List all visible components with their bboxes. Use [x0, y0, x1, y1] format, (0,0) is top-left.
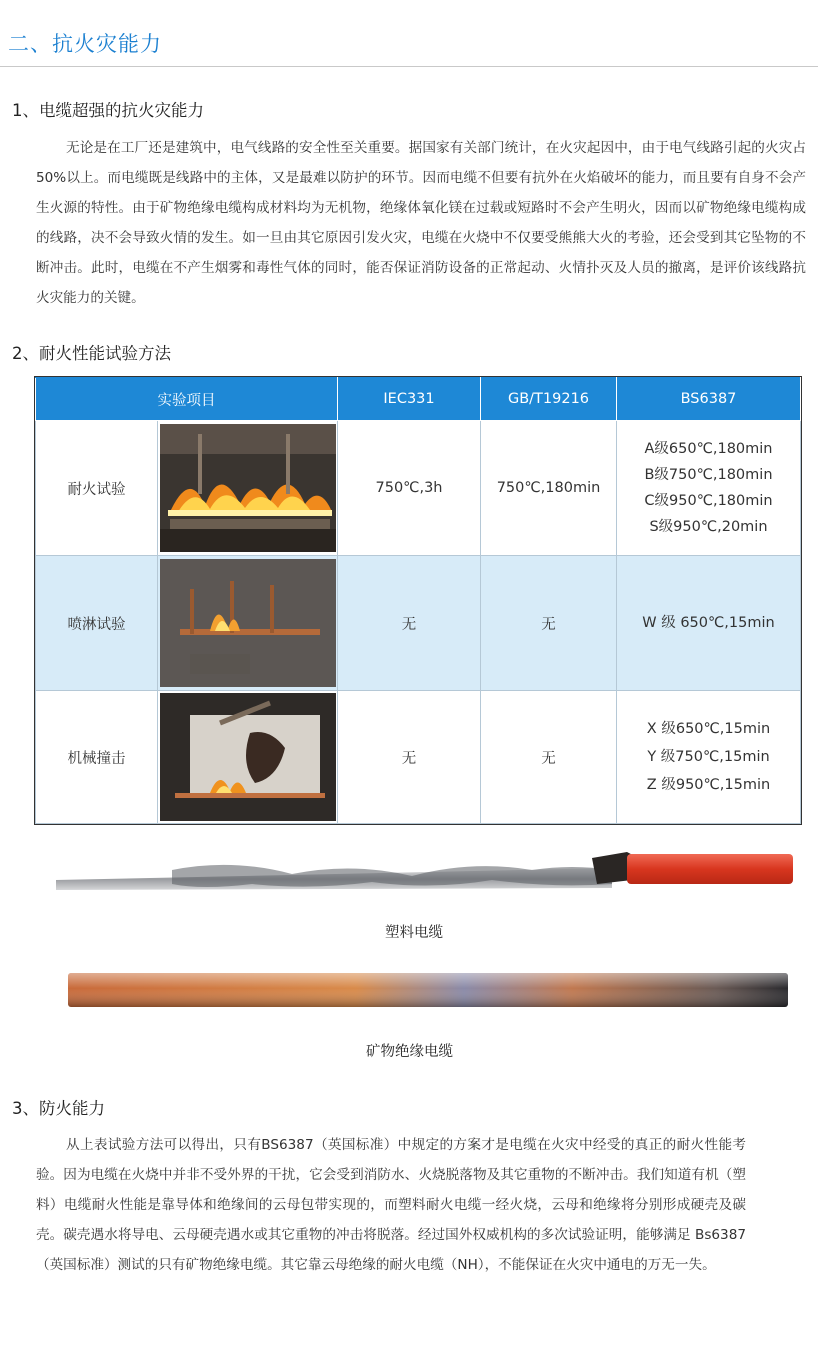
- table-row: [36, 691, 801, 824]
- gb-value: 无: [481, 691, 617, 824]
- impact-test-photo: [158, 691, 338, 824]
- iec-value: 无: [338, 556, 481, 691]
- plastic-cable-image: [52, 840, 796, 902]
- bs-line: X 级650℃,15min: [646, 721, 771, 737]
- subheading-2: 2、耐火性能试验方法: [12, 344, 171, 363]
- bs-line: S级950℃,20min: [649, 519, 768, 535]
- bs-values: [617, 691, 801, 824]
- spray-test-photo: [158, 556, 338, 691]
- caption-mineral-cable: 矿物绝缘电缆: [366, 1044, 453, 1060]
- spray-test-image: [160, 559, 336, 687]
- bs-line: A级650℃,180min: [644, 441, 773, 457]
- section-divider: [0, 66, 818, 67]
- fire-test-image: [160, 424, 336, 552]
- test-name: 喷淋试验: [36, 556, 158, 691]
- paragraph-3: 从上表试验方法可以得出，只有BS6387（英国标准）中规定的方案才是电缆在火灾中经受的真正的耐火性能考验。因为电缆在火烧中并非不受外界的干扰，它会受到消防水、火烧脱落物及其它重物的不断冲击。我们知道有机（塑料）电缆耐火性能是靠导体和绝缘间的云母包带实现的，而塑料耐火电缆一经火烧，云母和绝缘将分别形成硬壳及碳壳。碳壳遇水将导电、云母硬壳遇水或其它重物的冲击将脱落。经过国外权威机构的多次试验证明，能够满足 Bs6387（英国标准）测试的只有矿物绝缘电缆。其它靠云母绝缘的耐火电缆（NH），不能保证在火灾中通电的万无一失。: [36, 1137, 746, 1273]
- bs-line: Y 级750℃,15min: [647, 749, 770, 765]
- test-methods-table: [35, 377, 801, 824]
- iec-value: 750℃,3h: [338, 421, 481, 556]
- bs-line: C级950℃,180min: [644, 493, 773, 509]
- paragraph-1: 无论是在工厂还是建筑中，电气线路的安全性至关重要。据国家有关部门统计，在火灾起因中，由于电气线路引起的火灾占50%以上。而电缆既是线路中的主体，又是最难以防护的环节。因而电缆不但要有抗外在火焰破坏的能力，而且要有自身不会产生火源的特性。由于矿物绝缘电缆构成材料均为无机物，绝缘体氧化镁在过载或短路时不会产生明火，因而以矿物绝缘电缆构成的线路，决不会导致火情的发生。如一旦由其它原因引发火灾，电缆在火烧中不仅要受熊熊大火的考验，还会受到其它坠物的不断冲击。此时，电缆在不产生烟雾和毒性气体的同时，能否保证消防设备的正常起动、火情扑灭及人员的撤离，是评价该线路抗火灾能力的关键。: [36, 140, 806, 306]
- header-gbt19216: GB/T19216: [481, 378, 617, 421]
- iec-value: 无: [338, 691, 481, 824]
- bs-line: Z 级950℃,15min: [646, 777, 771, 793]
- table-row: [36, 556, 801, 691]
- fire-test-photo: [158, 421, 338, 556]
- header-iec331: IEC331: [338, 378, 481, 421]
- impact-test-image: [160, 693, 336, 821]
- header-test-item: 实验项目: [36, 378, 338, 421]
- header-bs6387: BS6387: [617, 378, 801, 421]
- table-row: [36, 421, 801, 556]
- mineral-cable-image: [66, 969, 790, 1011]
- test-name: 耐火试验: [36, 421, 158, 556]
- bs-values: [617, 421, 801, 556]
- test-name: 机械撞击: [36, 691, 158, 824]
- gb-value: 750℃,180min: [481, 421, 617, 556]
- gb-value: 无: [481, 556, 617, 691]
- subheading-1: 1、电缆超强的抗火灾能力: [12, 101, 204, 120]
- bs-values: [617, 556, 801, 691]
- subheading-3: 3、防火能力: [12, 1099, 105, 1118]
- bs-line: B级750℃,180min: [644, 467, 773, 483]
- caption-plastic-cable: 塑料电缆: [385, 925, 443, 941]
- section-title: 二、抗火灾能力: [8, 32, 162, 56]
- bs-line: W 级 650℃,15min: [642, 615, 775, 631]
